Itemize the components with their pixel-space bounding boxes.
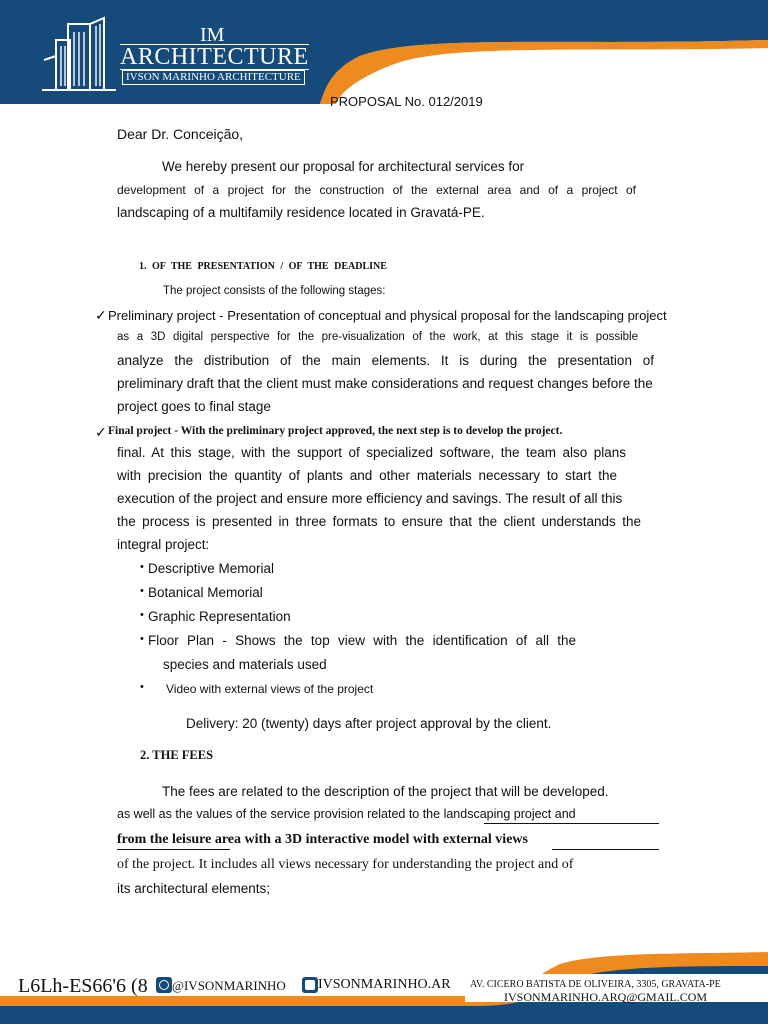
footer-code: L6Lh-ES66'6 (8 bbox=[18, 975, 148, 997]
list-bullet: • bbox=[140, 633, 144, 645]
footer-instagram: @IVSONMARINHO bbox=[172, 978, 286, 993]
intro-line-1: We hereby present our proposal for architectural services for bbox=[162, 159, 525, 174]
preliminary-line-3: analyze the distribution of the main elements. It is during the presentation of bbox=[117, 353, 654, 368]
fees-line-2: as well as the values of the service provision related to the landscaping project and bbox=[117, 807, 576, 821]
underline-rule bbox=[117, 849, 230, 850]
final-check-icon: ✓ bbox=[95, 424, 107, 440]
footer-email: IVSONMARINHO.ARQ@GMAIL.COM bbox=[504, 990, 708, 1004]
final-line-4: execution of the project and ensure more efficiency and savings. The result of all this bbox=[117, 491, 623, 506]
section-2-heading: 2. THE FEES bbox=[140, 748, 214, 762]
final-line-3: with precision the quantity of plants and other materials necessary to start the bbox=[117, 468, 617, 483]
proposal-number: PROPOSAL No. 012/2019 bbox=[330, 94, 483, 109]
preliminary-line-1: Preliminary project - Presentation of conceptual and physical proposal for the landscaping project bbox=[108, 308, 667, 323]
list-item-continuation: species and materials used bbox=[163, 657, 327, 672]
underline-rule bbox=[484, 823, 659, 824]
stages-intro: The project consists of the following stages: bbox=[163, 285, 386, 297]
final-line-6: integral project: bbox=[117, 537, 210, 552]
list-bullet: • bbox=[140, 561, 144, 573]
footer-address: AV. CICERO BATISTA DE OLIVEIRA, 3305, GRAVATA-PE bbox=[470, 979, 721, 990]
fees-line-1: The fees are related to the description of the project that will be developed. bbox=[162, 784, 609, 799]
list-item: Graphic Representation bbox=[148, 609, 291, 624]
list-item: Botanical Memorial bbox=[148, 585, 263, 600]
final-line-2: final. At this stage, with the support of specialized software, the team also plans bbox=[117, 445, 626, 460]
delivery-deadline: Delivery: 20 (twenty) days after project approval by the client. bbox=[186, 716, 552, 731]
logo-initials: IM bbox=[200, 24, 225, 46]
fees-line-5: its architectural elements; bbox=[117, 881, 271, 896]
preliminary-check-icon: ✓ bbox=[95, 307, 107, 323]
preliminary-line-4: preliminary draft that the client must make considerations and request changes before the bbox=[117, 376, 653, 391]
underline-rule bbox=[552, 849, 659, 850]
logo-word: ARCHITECTURE bbox=[120, 44, 309, 70]
final-line-5: the process is presented in three formats to ensure that the client understands the bbox=[117, 514, 641, 529]
list-item: Video with external views of the project bbox=[166, 682, 374, 696]
instagram-icon bbox=[156, 977, 172, 993]
logo-tagline: IVSON MARINHO ARCHITECTURE bbox=[122, 70, 305, 85]
fees-line-4: of the project. It includes all views necessary for understanding the project and of bbox=[117, 857, 574, 872]
preliminary-line-5: project goes to final stage bbox=[117, 399, 271, 414]
list-bullet: • bbox=[140, 585, 144, 597]
list-item: Descriptive Memorial bbox=[148, 561, 275, 576]
list-bullet: • bbox=[140, 609, 144, 621]
salutation: Dear Dr. Conceição, bbox=[117, 126, 244, 142]
building-logo-icon bbox=[38, 14, 120, 94]
preliminary-line-2: as a 3D digital perspective for the pre-visualization of the work, at this stage it is possible bbox=[117, 331, 638, 343]
intro-line-2: development of a project for the construction of the external area and of a project of bbox=[117, 183, 636, 197]
footer-facebook: IVSONMARINHO.AR bbox=[318, 977, 451, 992]
list-bullet: • bbox=[140, 681, 144, 693]
final-line-1: Final project - With the preliminary project approved, the next step is to develop the project. bbox=[108, 425, 563, 437]
list-item: Floor Plan - Shows the top view with the identification of all the bbox=[148, 633, 576, 648]
intro-line-3: landscaping of a multifamily residence located in Gravatá-PE. bbox=[117, 205, 485, 220]
fees-line-3: from the leisure area with a 3D interactive model with external views bbox=[117, 832, 528, 847]
facebook-icon bbox=[302, 977, 318, 993]
section-1-heading: 1. OF THE PRESENTATION / OF THE DEADLINE bbox=[139, 261, 387, 272]
